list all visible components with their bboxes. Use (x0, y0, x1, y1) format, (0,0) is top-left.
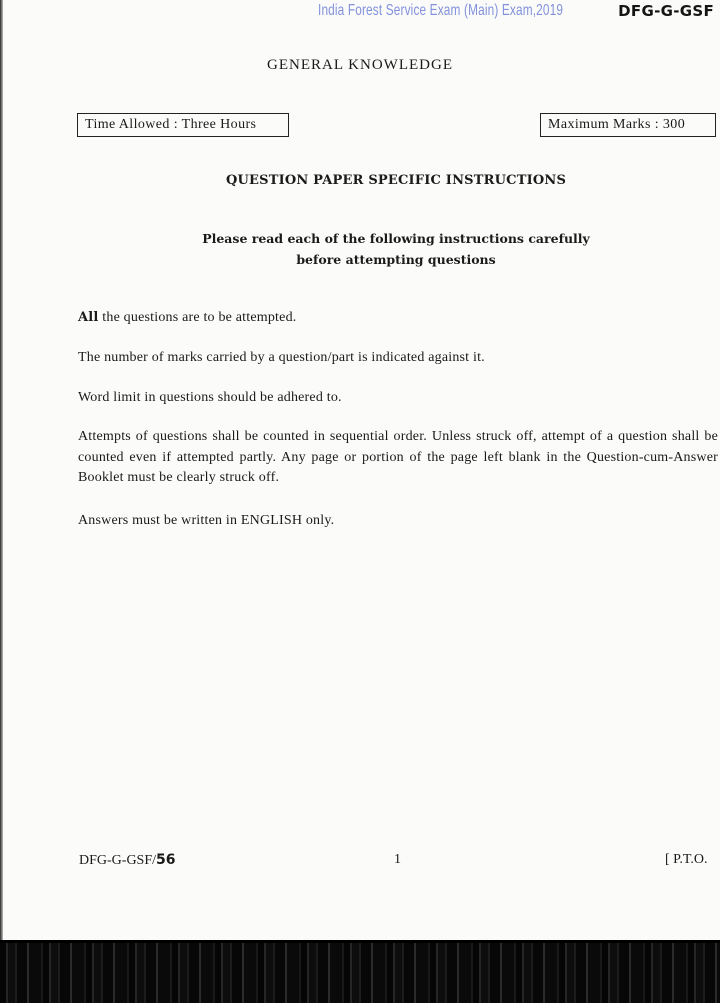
notice-line-2: before attempting questions (296, 252, 496, 267)
footer-code-number: 56 (156, 852, 176, 868)
instruction-all-questions (78, 308, 718, 329)
instruction-word-limit: Word limit in questions should be adhered to. (78, 390, 342, 405)
paper-title: GENERAL KNOWLEDGE (267, 57, 453, 73)
scanner-border-strip (0, 940, 720, 1003)
footer-paper-code (79, 852, 176, 869)
instructions-heading: QUESTION PAPER SPECIFIC INSTRUCTIONS (225, 173, 567, 188)
footer-code-text: DFG-G-GSF/ (79, 853, 157, 868)
instruction-marks: The number of marks carried by a question/part is indicated against it. (78, 350, 485, 365)
time-allowed-box: Time Allowed : Three Hours (77, 113, 289, 137)
header-paper-code: DFG-G-GSF (618, 2, 714, 20)
footer-pto: [ P.T.O. (665, 852, 708, 867)
instruction-attempts: Attempts of questions shall be counted in sequential order. Unless struck off, attempt of a question shall be counted even if attempted partly. Any page or portion of the page left blank in the Question-cum-Answer Booklet must be clearly struck off. (78, 429, 718, 485)
scan-left-edge (0, 0, 3, 940)
notice-line-1: Please read each of the following instructions carefully (202, 231, 590, 246)
instruction-language: Answers must be written in ENGLISH only. (78, 513, 335, 528)
instruction-text: the questions are to be attempted. (98, 310, 297, 325)
footer-page-number: 1 (394, 852, 401, 867)
maximum-marks-box: Maximum Marks : 300 (540, 113, 716, 137)
instruction-emphasis: All (78, 310, 99, 325)
exam-watermark: India Forest Service Exam (Main) Exam,2019 (318, 2, 564, 19)
